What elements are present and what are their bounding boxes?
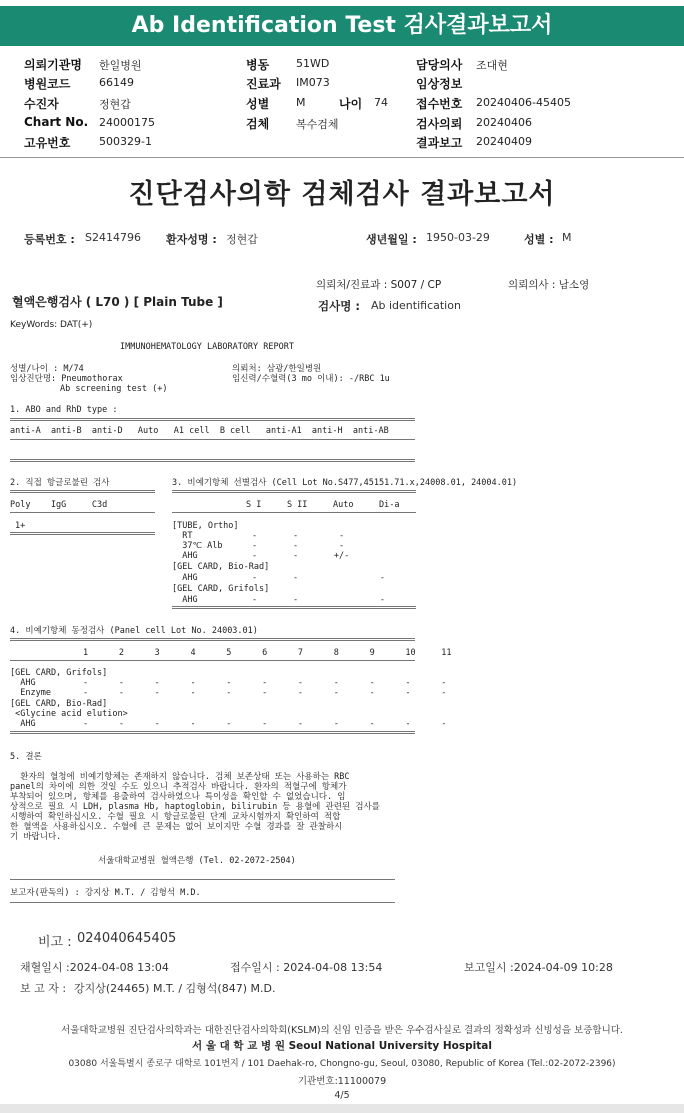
bottom-bar: [0, 1104, 684, 1113]
reg-value: S2414796: [85, 231, 141, 244]
reporter-label: 보 고 자 :: [20, 982, 67, 995]
screen-row-values: - - -: [252, 595, 386, 605]
dat-values: 1+: [15, 521, 26, 531]
header-label: 담당의사: [416, 58, 463, 72]
report-title: 진단검사의학 검체검사 결과보고서: [128, 179, 556, 210]
double-rule: [172, 490, 416, 493]
header-label: 고유번호: [24, 136, 71, 150]
double-rule: [10, 532, 155, 535]
double-rule: [172, 606, 416, 609]
conclusion-line: 기 바랍니다.: [10, 832, 62, 842]
rule: [10, 660, 415, 661]
test-name-value: Ab identification: [371, 299, 461, 312]
header-value: 24000175: [99, 116, 155, 129]
screen-row-values: - - -: [252, 573, 386, 583]
header-divider: [0, 157, 684, 158]
header-label: 수진자: [24, 97, 59, 111]
header-value: 20240406: [476, 116, 532, 129]
header-value: 66149: [99, 76, 134, 89]
double-rule: [10, 638, 415, 641]
panel-row-values: - - - - - - - - - - -: [83, 719, 447, 729]
name-value: 정현갑: [226, 233, 258, 246]
screen-row-label: AHG: [172, 551, 198, 561]
header-value: IM073: [296, 76, 330, 89]
note-label: 비고 :: [38, 935, 72, 950]
header-label: 접수번호: [416, 97, 463, 111]
institution-number: 기관번호:11100079: [297, 1076, 387, 1087]
hospital-name: 서 울 대 학 교 병 원 Seoul National University Hospital: [192, 1040, 492, 1052]
header-label: 검사의뢰: [416, 117, 463, 131]
screen-row-values: - - -: [252, 541, 345, 551]
header-label: 진료과: [246, 77, 281, 91]
section-4-title: 4. 비예기항체 동정검사 (Panel cell Lot No. 24003.01): [10, 626, 258, 636]
sex-label: 성별 :: [524, 233, 554, 246]
dob-value: 1950-03-29: [426, 231, 490, 244]
sex-value: M: [562, 231, 572, 244]
panel-row-values: - - - - - - - - - - -: [83, 688, 447, 698]
lab-pregnancy: 임신력/수혈력(3 mo 이내): -/RBC 1u: [232, 374, 390, 384]
header-value: 조대현: [476, 59, 508, 72]
header-value: 20240409: [476, 135, 532, 148]
lab-sexage: 성별/나이 : M/74: [10, 364, 84, 374]
section-5-title: 5. 결론: [10, 752, 42, 762]
section-1-title: 1. ABO and RhD type :: [10, 405, 118, 415]
lab-screen: Ab screening test (+): [60, 384, 168, 394]
conclusion-line: panel의 차이에 의한 것일 수도 있으니 추적검사 바랍니다. 환자의 적혈구에 항체가: [10, 782, 347, 792]
report-banner: Ab Identification Test 검사결과보고서: [0, 6, 684, 46]
header-value: 정현갑: [99, 98, 131, 111]
lab-reporter: 보고자(판독의) : 강지상 M.T. / 김형석 M.D.: [10, 888, 201, 898]
lab-heading: IMMUNOHEMATOLOGY LABORATORY REPORT: [120, 342, 294, 352]
dob-label: 생년월일 :: [366, 233, 417, 246]
rule: [10, 439, 415, 440]
dat-columns: Poly IgG C3d: [10, 500, 108, 510]
rule: [172, 512, 416, 513]
header-label: 검체: [246, 117, 270, 131]
header-label: 결과보고: [416, 136, 463, 150]
panel-row-values: - - - - - - - - - - -: [83, 678, 447, 688]
screen-row-label: AHG: [172, 595, 198, 605]
report-datetime: 보고일시 :2024-04-09 10:28: [464, 961, 613, 974]
test-name-label: 검사명 :: [318, 299, 360, 313]
header-label: 병원코드: [24, 77, 71, 91]
note-value: 024040645405: [77, 931, 177, 946]
screen-row-label: AHG: [172, 573, 198, 583]
screen-row-label: 37℃ Alb: [172, 541, 223, 551]
conclusion-line: 한 혈액을 사용하십시오. 수혈에 큰 문제는 없어 보이지만 수혈 경과를 잘 관찰하시: [10, 822, 343, 832]
screen-columns: S I S II Auto Di-a: [246, 500, 400, 510]
page-number: 4/5: [334, 1090, 350, 1101]
section-3-title: 3. 비예기항체 선별검사 (Cell Lot No.S477,45151.71.x,24008.01, 24004.01): [172, 478, 518, 488]
conclusion-line: 부착되어 있으며, 항체를 용출하여 검사하였으나 특이성을 확인할 수 없었습니다. 임: [10, 792, 346, 802]
header-value: 한일병원: [99, 59, 142, 72]
reporter-value: 강지상(24465) M.T. / 김형석(847) M.D.: [74, 982, 276, 995]
section-2-title: 2. 직접 항글로불린 검사: [10, 478, 110, 488]
panel-row-label: <Glycine acid elution>: [10, 709, 128, 719]
header-value: 51WD: [296, 57, 330, 70]
header-value: 500329-1: [99, 135, 152, 148]
rule: [10, 879, 395, 880]
header-value: M: [296, 96, 306, 109]
doctor-text: 의뢰의사 : 남소영: [508, 279, 590, 291]
panel-row-label: Enzyme: [10, 688, 51, 698]
double-rule: [10, 490, 155, 493]
reg-label: 등록번호 :: [24, 233, 75, 246]
screen-row-label: [GEL CARD, Bio-Rad]: [172, 562, 270, 572]
conclusion-line: 환자의 혈청에 비예기항체는 존재하지 않습니다. 검체 보존상태 또는 사용하는 RBC: [10, 772, 350, 782]
panel-columns: 1 2 3 4 5 6 7 8 9 10 11: [83, 648, 452, 658]
panel-row-label: AHG: [10, 719, 36, 729]
header-label: 임상정보: [416, 77, 463, 91]
header-value: 20240406-45405: [476, 96, 571, 109]
panel-row-label: [GEL CARD, Grifols]: [10, 668, 108, 678]
double-rule: [10, 459, 415, 462]
receive-datetime: 접수일시 : 2024-04-08 13:54: [230, 961, 383, 974]
conclusion-line: 시행하여 확인하십시오. 수혈 필요 시 항글로불린 단계 교차시험까지 확인하여 적합: [10, 812, 341, 822]
lab-requester: 의뢰처: 삼광/한일병원: [232, 364, 322, 374]
dept-text: 의뢰처/진료과 : S007 / CP: [316, 279, 442, 291]
keywords-text: KeyWords: DAT(+): [10, 320, 93, 330]
header-value: 74: [374, 96, 388, 109]
bloodbank-contact: 서울대학교병원 혈액은행 (Tel. 02-2072-2504): [98, 856, 296, 866]
header-label: Chart No.: [24, 115, 89, 129]
lab-diagnosis: 임상진단명: Pneumothorax: [10, 374, 123, 384]
screen-row-values: - - -: [252, 531, 345, 541]
screen-row-label: [TUBE, Ortho]: [172, 521, 239, 531]
double-rule: [10, 418, 415, 421]
certification-text: 서울대학교병원 진단검사의학과는 대한진단검사의학회(KSLM)의 신임 인증을 받은 우수검사실로 결과의 정확성과 신빙성을 보증합니다.: [61, 1025, 623, 1036]
panel-row-label: AHG: [10, 678, 36, 688]
header-label: 병동: [246, 58, 270, 72]
rule: [10, 902, 395, 903]
screen-row-label: [GEL CARD, Grifols]: [172, 584, 270, 594]
header-label: 의뢰기관명: [24, 58, 82, 72]
conclusion-line: 상적으로 필요 시 LDH, plasma Hb, haptoglobin, bilirubin 등 용혈에 관련된 검사를: [10, 802, 380, 812]
panel-row-label: [GEL CARD, Bio-Rad]: [10, 699, 108, 709]
header-label: 나이: [339, 97, 363, 111]
double-rule: [10, 731, 415, 734]
hospital-address: 03080 서울특별시 종로구 대학로 101번지 / 101 Daehak-ro, Chongno-gu, Seoul, 03080, Republic of Korea (Tel.:02-2072-2396): [68, 1059, 616, 1069]
header-value: 복수검체: [296, 118, 339, 131]
screen-row-values: - - +/-: [252, 551, 350, 561]
rule: [10, 512, 155, 513]
header-label: 성별: [246, 97, 270, 111]
screen-row-label: RT: [172, 531, 193, 541]
abo-columns: anti-A anti-B anti-D Auto A1 cell B cell anti-A1 anti-H anti-AB: [10, 426, 389, 436]
name-label: 환자성명 :: [166, 233, 217, 246]
test-heading: 혈액은행검사 ( L70 ) [ Plain Tube ]: [12, 295, 223, 309]
collect-datetime: 채혈일시 :2024-04-08 13:04: [20, 961, 169, 974]
